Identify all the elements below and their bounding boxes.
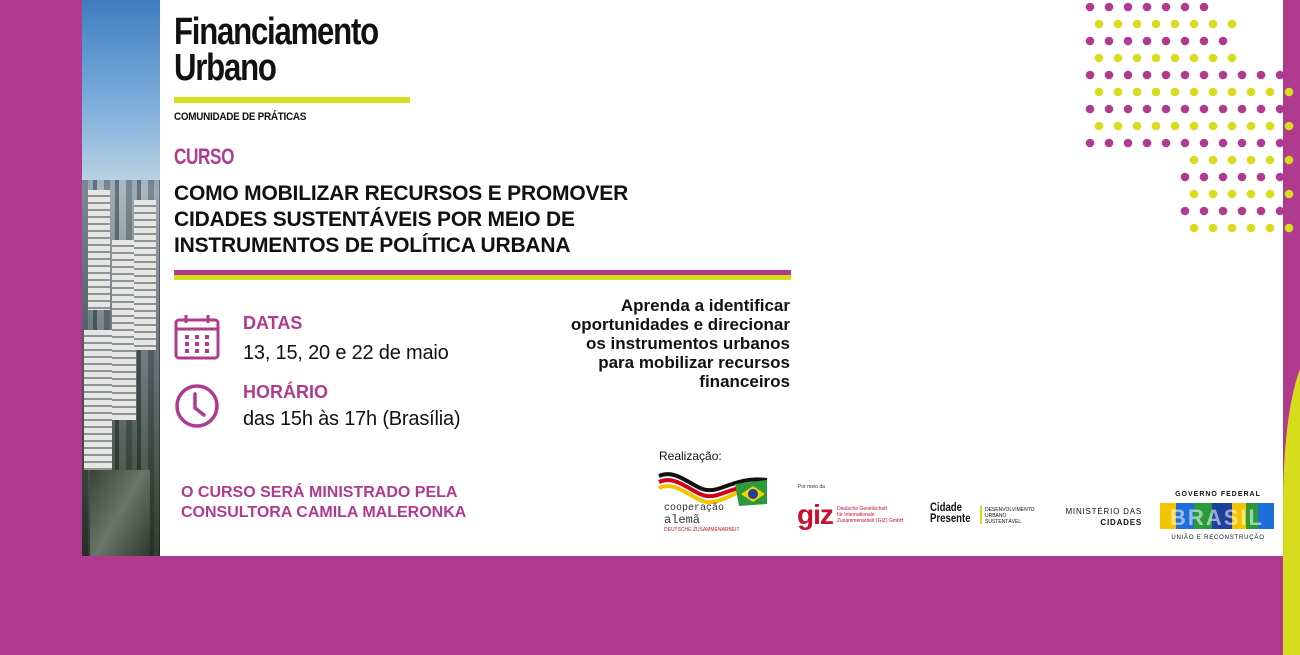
decor-dot [1257,139,1266,148]
decor-dot [1143,71,1152,80]
decor-dot [1276,139,1285,148]
decor-dot [1095,20,1104,29]
decor-dot [1133,122,1142,131]
por-meio-label: Por meio da [798,484,825,490]
decor-dot [1152,122,1161,131]
decor-dot [1238,207,1247,216]
decor-dot [1266,122,1275,131]
decor-dot [1190,88,1199,97]
coop-line2: alemã [664,513,701,527]
decor-dot [1143,37,1152,46]
decor-dot [1219,139,1228,148]
decor-dot [1114,54,1123,63]
cidade-description: DESENVOLVIMENTO URBANO SUSTENTÁVEL [985,507,1035,525]
decor-dot [1238,139,1247,148]
decor-dot [1105,139,1114,148]
decor-dot [1181,3,1190,12]
time-value: das 15h às 17h (Brasília) [243,408,461,430]
instructor-note: O CURSO SERÁ MINISTRADO PELA CONSULTORA CAMILA MALERONKA [181,484,467,521]
realizacao-label: Realização: [659,449,722,463]
decor-dot [1285,190,1294,199]
decor-dot [1105,71,1114,80]
time-label: HORÁRIO [243,382,328,402]
decor-dot [1171,54,1180,63]
decor-dot [1219,207,1228,216]
building [134,200,156,350]
building [112,240,136,420]
decor-dot [1285,88,1294,97]
decor-dot [1228,190,1237,199]
program-title: Financiamento Urbano [174,11,378,89]
brasil-logo [1160,501,1274,531]
svg-text:BRASIL: BRASIL [1170,505,1264,530]
decor-dot [1285,224,1294,233]
decor-dot [1228,156,1237,165]
decor-dot [1238,105,1247,114]
coop-line1: cooperação [664,503,725,514]
decor-dot [1219,105,1228,114]
decor-dot [1171,122,1180,131]
decor-dot [1257,105,1266,114]
course-headline: COMO MOBILIZAR RECURSOS E PROMOVER CIDADES SUSTENTÁVEIS POR MEIO DE INSTRUMENTOS DE POLÍTICA URBANA [174,182,629,257]
decor-dot [1190,156,1199,165]
decor-dot [1238,173,1247,182]
decor-dot [1162,71,1171,80]
decor-dot [1143,3,1152,12]
decor-dot [1209,54,1218,63]
decor-dot [1285,122,1294,131]
decor-dot [1257,207,1266,216]
city-sky [82,0,160,180]
decor-dot [1200,3,1209,12]
calendar-icon [174,314,220,360]
decor-dot [1257,173,1266,182]
decor-dot [1143,105,1152,114]
decor-dot [1133,54,1142,63]
decor-dot [1095,88,1104,97]
lime-arc-decoration [1283,355,1300,655]
decor-dot [1219,173,1228,182]
ministerio-line2: CIDADES [1100,518,1142,527]
decor-dot [1257,71,1266,80]
decor-dot [1266,88,1275,97]
course-kicker: CURSO [174,144,235,169]
decor-dot [1095,54,1104,63]
decor-dot [1247,224,1256,233]
decor-dot [1152,54,1161,63]
decor-dot [1124,3,1133,12]
decor-dot [1200,37,1209,46]
building [84,330,112,470]
program-subtitle: COMUNIDADE DE PRÁTICAS [174,111,307,123]
divider-lime [174,275,791,280]
decor-dot [1266,190,1275,199]
title-underline [174,97,410,103]
decor-dot [1228,122,1237,131]
decor-dot [1162,3,1171,12]
cidade-divider [980,506,982,524]
decor-dot [1200,207,1209,216]
decor-dot [1114,88,1123,97]
decor-dot [1228,20,1237,29]
decor-dot [1219,71,1228,80]
decor-dot [1171,20,1180,29]
giz-logo: giz [797,499,833,530]
decor-dot [1181,105,1190,114]
decor-dot [1200,173,1209,182]
decor-dot [1162,105,1171,114]
decor-dot [1209,156,1218,165]
decor-dot [1276,105,1285,114]
coop-line3: DEUTSCHE ZUSAMMENARBEIT [664,527,740,533]
decor-dot [1086,3,1095,12]
decor-dot [1209,190,1218,199]
decor-dot [1209,20,1218,29]
cidade-presente-logo: Cidade Presente [930,500,971,525]
decor-dot [1181,37,1190,46]
dot-pattern [1080,0,1300,245]
decor-dot [1086,37,1095,46]
decor-dot [1200,105,1209,114]
decor-dot [1124,37,1133,46]
dates-label: DATAS [243,313,303,333]
decor-dot [1247,190,1256,199]
decor-dot [1190,54,1199,63]
decor-dot [1095,122,1104,131]
decor-dot [1143,139,1152,148]
decor-dot [1105,37,1114,46]
course-pitch: Aprenda a identificar oportunidades e direcionar os instrumentos urbanos para mobilizar recursos financeiros [570,296,790,391]
decor-dot [1285,156,1294,165]
decor-dot [1171,88,1180,97]
city-road [90,470,150,556]
decor-dot [1276,71,1285,80]
decor-dot [1200,71,1209,80]
decor-dot [1105,3,1114,12]
decor-dot [1181,173,1190,182]
giz-description: Deutsche Gesellschaft für Internationale Zusammenarbeit (GIZ) GmbH [837,506,904,524]
decor-dot [1190,122,1199,131]
decor-dot [1238,71,1247,80]
decor-dot [1181,71,1190,80]
decor-dot [1266,156,1275,165]
decor-dot [1133,20,1142,29]
ministerio-line1: MINISTÉRIO DAS [1065,507,1142,516]
building [88,190,110,310]
decor-dot [1228,88,1237,97]
decor-dot [1124,139,1133,148]
decor-dot [1228,54,1237,63]
decor-dot [1190,20,1199,29]
city-photo [82,0,160,556]
decor-dot [1200,139,1209,148]
decor-dot [1190,224,1199,233]
decor-dot [1152,20,1161,29]
decor-dot [1181,139,1190,148]
uniao-reconstrucao-label: UNIÃO E RECONSTRUÇÃO [1171,535,1265,541]
decor-dot [1209,122,1218,131]
decor-dot [1162,37,1171,46]
decor-dot [1086,71,1095,80]
decor-dot [1276,207,1285,216]
dates-value: 13, 15, 20 e 22 de maio [243,342,449,364]
decor-dot [1247,122,1256,131]
decor-dot [1124,71,1133,80]
decor-dot [1133,88,1142,97]
decor-dot [1276,173,1285,182]
decor-dot [1114,122,1123,131]
decor-dot [1086,105,1095,114]
clock-icon [174,383,220,429]
decor-dot [1247,88,1256,97]
decor-dot [1266,224,1275,233]
decor-dot [1209,88,1218,97]
decor-dot [1124,105,1133,114]
decor-dot [1181,207,1190,216]
decor-dot [1152,88,1161,97]
decor-dot [1209,224,1218,233]
decor-dot [1162,139,1171,148]
decor-dot [1105,105,1114,114]
decor-dot [1228,224,1237,233]
decor-dot [1219,37,1228,46]
decor-dot [1247,156,1256,165]
decor-dot [1190,190,1199,199]
governo-federal-label: GOVERNO FEDERAL [1175,491,1261,498]
decor-dot [1114,20,1123,29]
decor-dot [1086,139,1095,148]
